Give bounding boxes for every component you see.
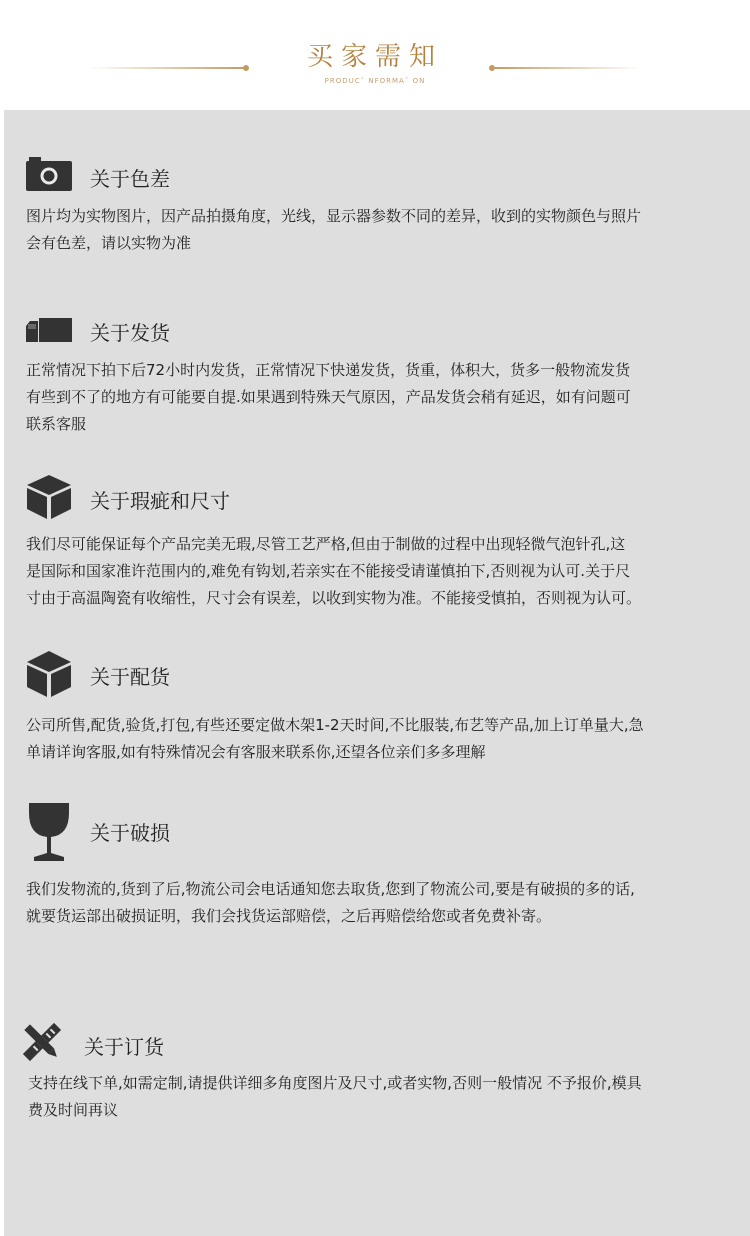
body-line: 会有色差，请以实物为准 <box>26 234 192 252</box>
body-line: 是国际和国家准许范围内的,难免有钩划,若亲实在不能接受请谨慎拍下,否则视为认可.关于尺 <box>26 562 631 580</box>
body-line: 图片均为实物图片，因产品拍摄角度，光线，显示器参数不同的差异，收到的实物颜色与照片 <box>26 207 642 225</box>
box-icon <box>26 474 72 520</box>
page-title: 买家需知 <box>306 42 443 72</box>
section-body <box>26 203 730 257</box>
body-line: 有些到不了的地方有可能要自提.如果遇到特殊天气原因，产品发货会稍有延迟，如有问题可 <box>26 388 631 406</box>
body-line: 我们发物流的,货到了后,物流公司会电话通知您去取货,您到了物流公司,要是有破损的多的话, <box>26 880 635 898</box>
section-title: 关于订货 <box>84 1035 164 1059</box>
section-title: 关于配货 <box>90 665 170 689</box>
body-line: 正常情况下拍下后72小时内发货，正常情况下快递发货，货重，体积大，货多一般物流发货 <box>26 361 631 379</box>
section-body <box>26 531 730 612</box>
section-body <box>26 876 730 930</box>
body-line: 联系客服 <box>26 415 87 433</box>
truck-icon <box>26 318 72 342</box>
section-title: 关于发货 <box>90 321 170 345</box>
header-right-rule <box>492 67 642 69</box>
body-line: 我们尽可能保证每个产品完美无瑕,尽管工艺严格,但由于制做的过程中出现轻微气泡针孔,这 <box>26 535 626 553</box>
tools-icon <box>22 1022 62 1062</box>
camera-icon <box>26 157 72 191</box>
body-line: 费及时间再议 <box>28 1101 119 1119</box>
wine-glass-icon <box>27 803 71 861</box>
body-line: 公司所售,配货,验货,打包,有些还要定做木架1-2天时间,不比服装,布艺等产品,加上订单量大,急 <box>26 716 644 734</box>
section-body <box>28 1070 732 1124</box>
section-title: 关于瑕疵和尺寸 <box>90 489 230 513</box>
body-line: 就要货运部出破损证明，我们会找货运部赔偿，之后再赔偿给您或者免费补寄。 <box>26 907 552 925</box>
section-body <box>26 357 730 438</box>
section-title: 关于色差 <box>90 167 170 191</box>
box-icon <box>26 650 72 698</box>
page-subtitle: PRODUC˜ NFORMA˜ ON <box>324 77 426 85</box>
section-title: 关于破损 <box>90 821 170 845</box>
body-line: 单请详询客服,如有特殊情况会有客服来联系你,还望各位亲们多多理解 <box>26 743 486 761</box>
body-line: 支持在线下单,如需定制,请提供详细多角度图片及尺寸,或者实物,否则一般情况 不予报价,模具 <box>28 1074 642 1092</box>
page-header <box>0 0 750 110</box>
body-line: 寸由于高温陶瓷有收缩性，尺寸会有误差，以收到实物为准。不能接受慎拍，否则视为认可。 <box>26 589 642 607</box>
section-body <box>26 712 730 766</box>
